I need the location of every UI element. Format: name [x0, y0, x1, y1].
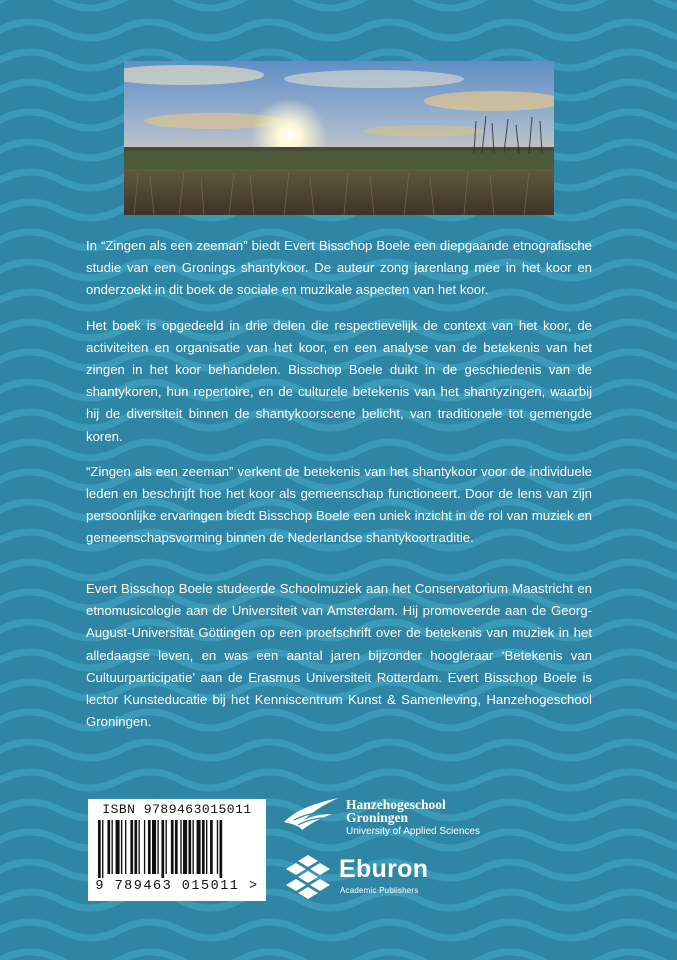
- barcode-bar: [161, 820, 164, 878]
- barcode-bar: [102, 820, 103, 878]
- isbn-barcode: [88, 799, 266, 901]
- barcode-bar: [112, 820, 113, 874]
- wave-line: [0, 22, 677, 38]
- hanze-bird-icon: [282, 796, 342, 834]
- barcode-bar: [166, 820, 167, 874]
- hanze-name-line2: Groningen: [346, 810, 409, 825]
- barcode-bar: [139, 820, 140, 874]
- barcode-bar: [217, 820, 218, 874]
- description-paragraph: “Zingen als een zeeman” verkent de betekenis van het shantykoor voor de individuele leden en beschrijft hoe het koor als gemeenschap functioneert. Door de lens van zijn persoonlijke ervaringen biedt Bisschop Boele een uniek inzicht in de rol van muziek en gemeenschapsvorming binnen de Nederlandse shantykoortraditie.: [86, 463, 592, 546]
- barcode-bar: [107, 820, 110, 874]
- eburon-subtitle: Academic Publishers: [340, 886, 419, 895]
- barcode-bar: [125, 820, 126, 874]
- wave-line: [0, 562, 677, 578]
- author-biography: [86, 578, 592, 746]
- barcode-bar: [210, 820, 213, 874]
- wave-line: [0, 772, 677, 788]
- eburon-cubes-icon: [282, 853, 334, 901]
- barcode-bar: [152, 820, 156, 874]
- barcode-bar: [148, 820, 151, 874]
- barcode-bar: [171, 820, 174, 874]
- barcode-bar: [220, 820, 223, 878]
- barcode-bar: [206, 820, 207, 874]
- barcode-bar: [134, 820, 137, 874]
- barcode-bars: [98, 820, 256, 878]
- hanzehogeschool-logo-block: [282, 792, 512, 842]
- barcode-bar: [183, 820, 187, 874]
- hanze-subtitle: University of Applied Sciences: [346, 826, 480, 837]
- barcode-bar: [180, 820, 181, 874]
- eburon-logo-block: [282, 853, 462, 903]
- isbn-label: ISBN 9789463015011: [102, 802, 252, 817]
- barcode-bar: [144, 820, 145, 874]
- barcode-bar: [121, 820, 122, 874]
- barcode-bar: [98, 820, 101, 878]
- hanze-name-line1: Hanzehogeschool: [346, 797, 446, 812]
- book-description: [86, 235, 592, 563]
- isbn-digits: 9 789463 015011 >: [95, 879, 259, 894]
- wave-line: [0, 0, 677, 8]
- barcode-bar: [197, 820, 201, 874]
- description-paragraph: Het boek is opgedeeld in drie delen die respectievelijk de context van het koor, de activiteiten en organisatie van het koor, en een analyse van de betekenis van het zingen in het koor behandelen. Bisschop Boele duikt in de geschiedenis van de shantykoren, hun repertoire, en de culturele betekenis van het shantyzingen, waarbij hij de diversiteit binnen de shantykoorscene belicht, van traditionele tot gemengde koren.: [86, 317, 592, 444]
- author-bio-paragraph: Evert Bisschop Boele studeerde Schoolmuziek aan het Conservatorium Maastricht en etnomusicologie aan de Universiteit van Amsterdam. Hij promoveerde aan de Georg-August-Universität Göttingen op een proefschrift over de betekenis van muziek in het alledaagse leven, en was een aantal jaren bijzonder hoogleraar ‘Betekenis van Cultuurparticipatie’ aan de Erasmus Universiteit Rotterdam. Evert Bisschop Boele is lector Kunsteducatie bij het Kenniscentrum Kunst & Samenleving, Hanzehogeschool Groningen.: [86, 581, 592, 730]
- hanze-name: [346, 798, 446, 824]
- barcode-bar: [130, 820, 133, 874]
- barcode-bar: [202, 820, 205, 874]
- wave-line: [0, 952, 677, 960]
- description-paragraph: In “Zingen als een zeeman” biedt Evert Bisschop Boele een diepgaande etnografische studie van een Gronings shantykoor. De auteur zong jarenlang mee in het koor en onderzoekt in dit boek de sociale en muzikale aspecten van het koor.: [86, 238, 592, 298]
- barcode-bar: [175, 820, 178, 874]
- barcode-bar: [193, 820, 194, 874]
- barcode-bar: [157, 820, 158, 874]
- barcode-bar: [116, 820, 120, 874]
- cover-photo-sunset-landscape: [124, 61, 554, 215]
- wave-line: [0, 922, 677, 938]
- barcode-bar: [188, 820, 191, 874]
- eburon-name: Eburon: [339, 855, 429, 883]
